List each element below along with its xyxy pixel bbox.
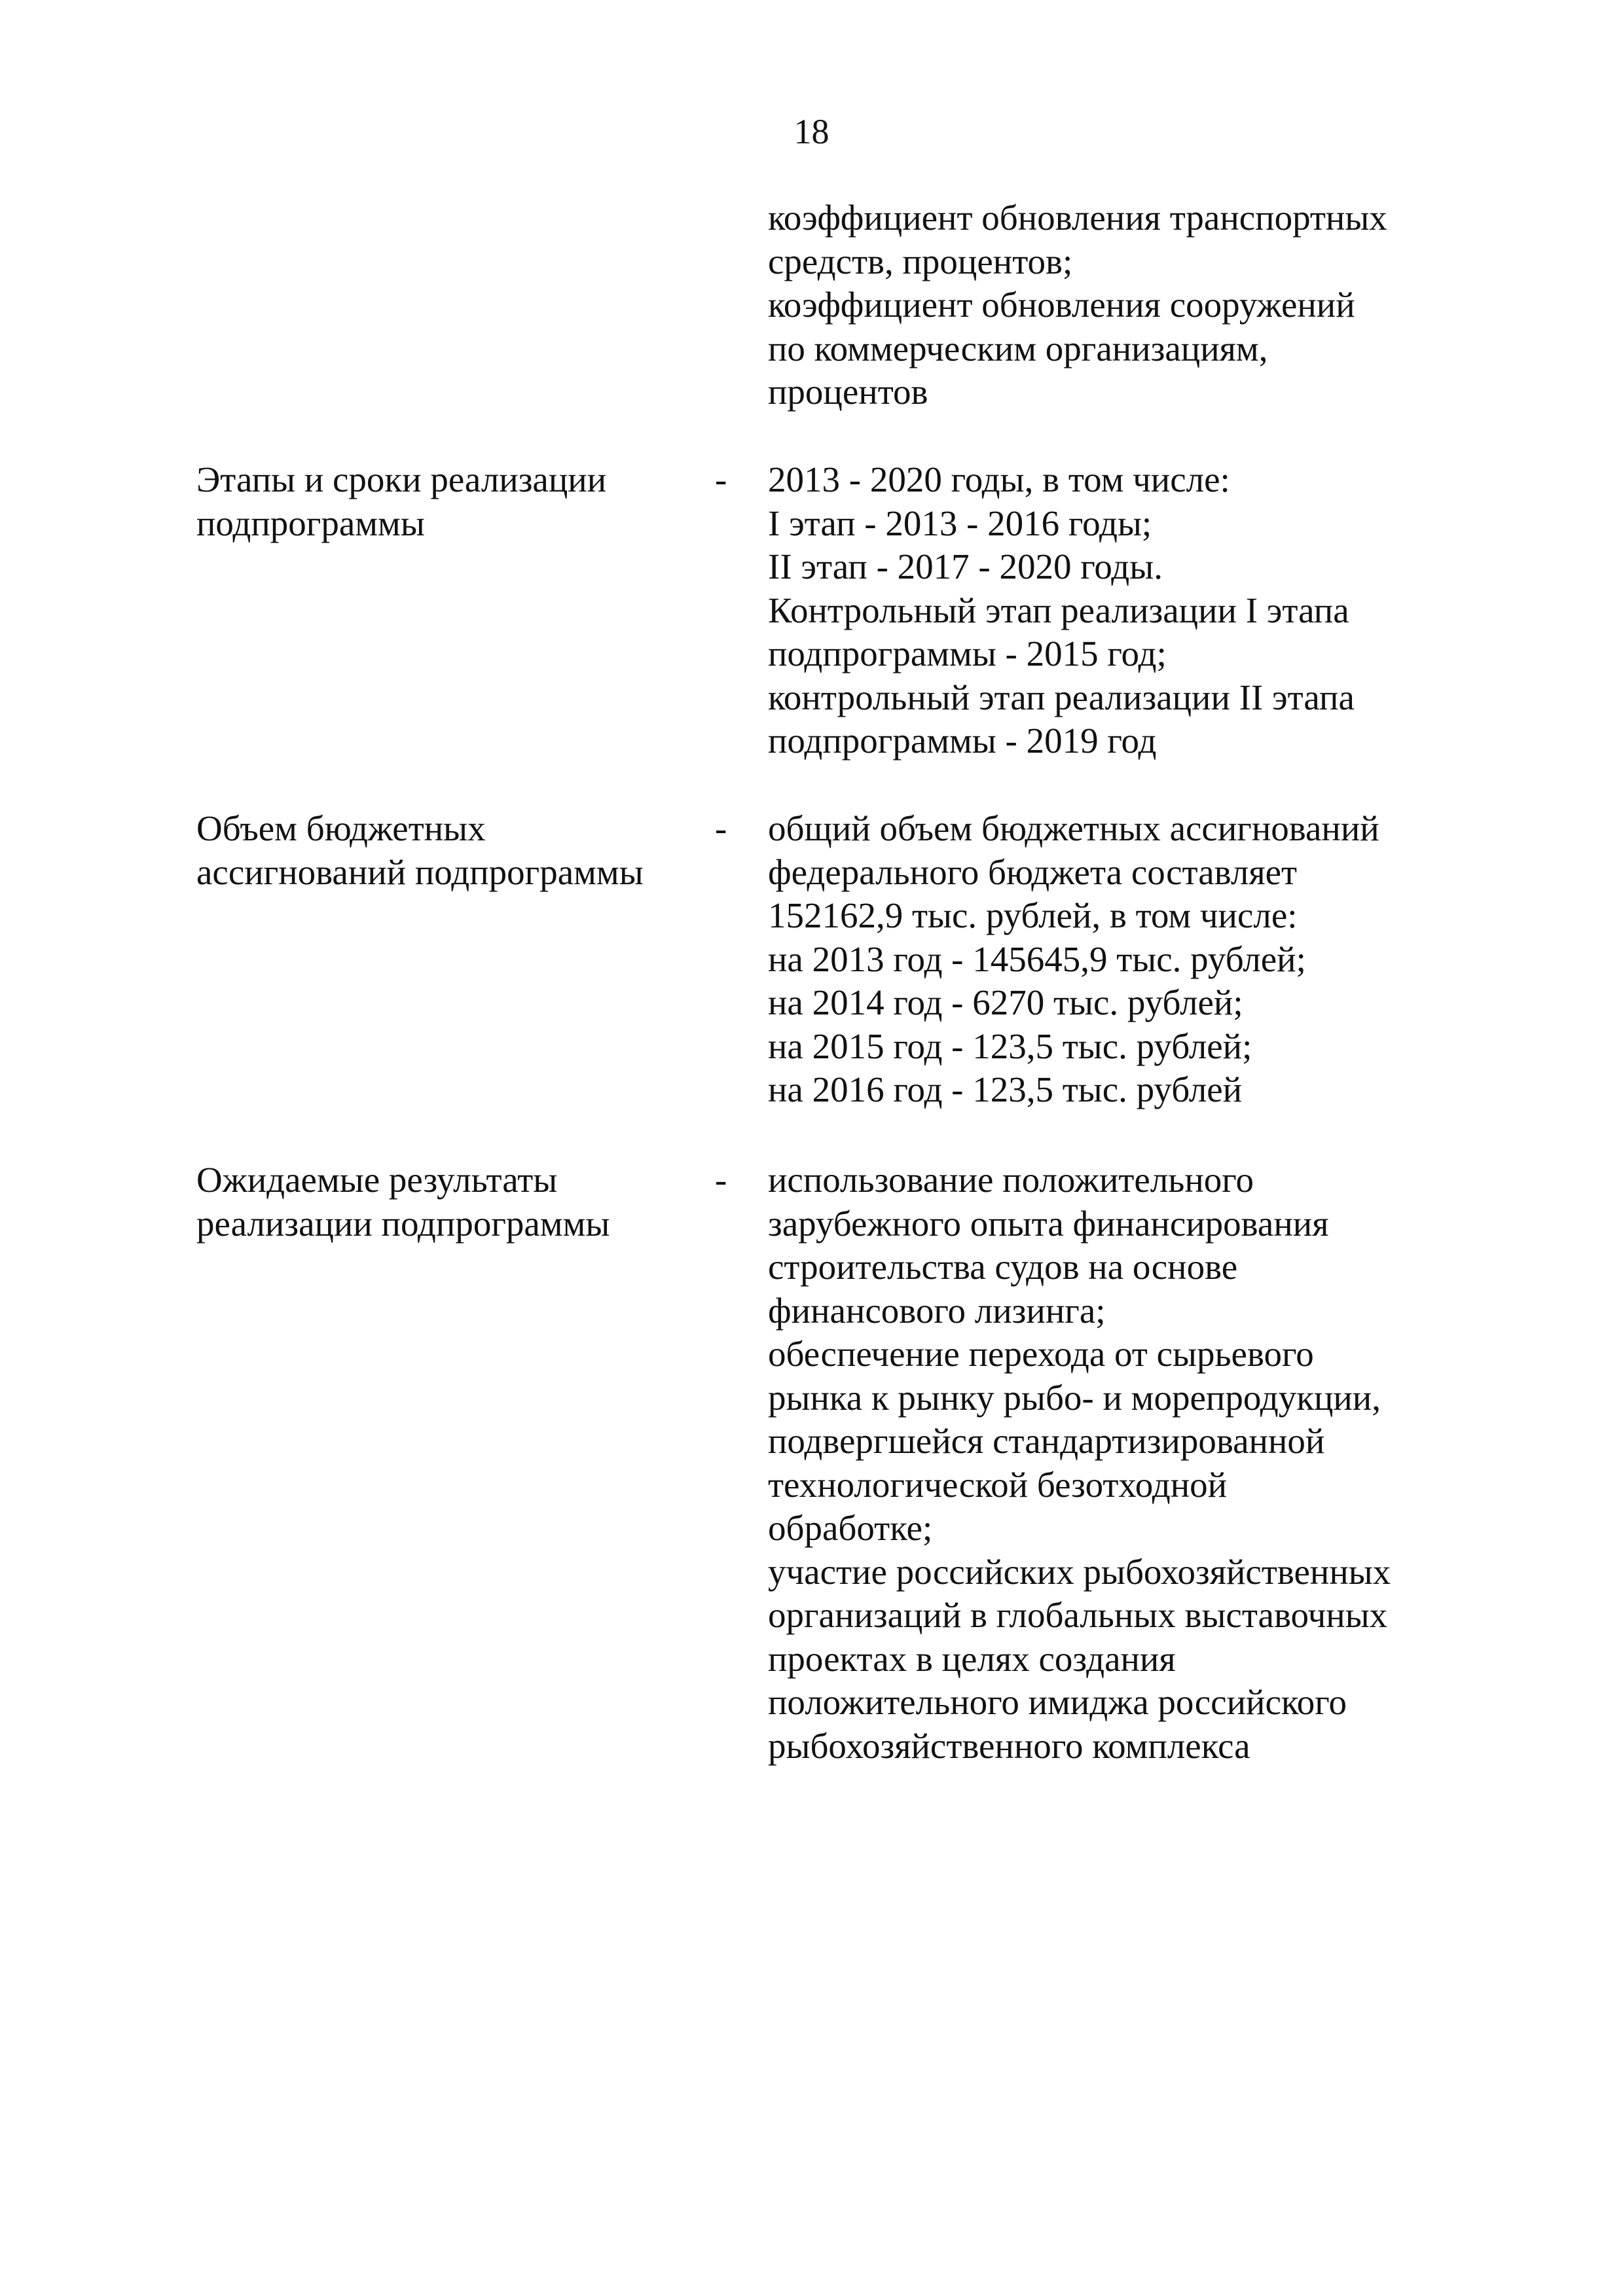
text-line: процентов <box>768 372 928 412</box>
continued-value-text <box>768 196 1521 414</box>
text-line: на 2013 год - 145645,9 тыс. рублей; <box>768 939 1306 979</box>
text-line: по коммерческим организациям, <box>768 328 1268 368</box>
text-line: рынка к рынку рыбо- и морепродукции, <box>768 1377 1381 1418</box>
row-value <box>768 458 1521 763</box>
text-line: рыбохозяйственного комплекса <box>768 1725 1250 1766</box>
row-dash: - <box>715 459 727 499</box>
text-line: на 2016 год - 123,5 тыс. рублей <box>768 1069 1243 1109</box>
text-line: Объем бюджетных <box>196 808 486 848</box>
text-line: на 2015 год - 123,5 тыс. рублей; <box>768 1026 1252 1066</box>
text-line: подпрограммы - 2015 год; <box>768 634 1167 673</box>
text-line: на 2014 год - 6270 тыс. рублей; <box>768 982 1243 1022</box>
row-label <box>196 1158 694 1246</box>
text-line: II этап - 2017 - 2020 годы. <box>768 547 1163 586</box>
text-line: ассигнований подпрограммы <box>196 852 644 892</box>
row-value <box>768 1158 1521 1768</box>
text-line: контрольный этап реализации II этапа <box>768 677 1355 717</box>
row-dash: - <box>715 808 727 848</box>
text-line: федерального бюджета составляет <box>768 852 1298 892</box>
text-line: коэффициент обновления сооружений <box>768 285 1355 325</box>
text-line: Ожидаемые результаты <box>196 1160 558 1200</box>
text-line: финансового лизинга; <box>768 1290 1106 1331</box>
text-line: проектах в целях создания <box>768 1638 1176 1679</box>
text-line: коэффициент обновления транспортных <box>768 198 1387 238</box>
text-line: реализации подпрограммы <box>196 1203 610 1244</box>
row-label <box>196 807 694 894</box>
text-line: I этап - 2013 - 2016 годы; <box>768 503 1152 543</box>
text-line: организаций в глобальных выставочных <box>768 1595 1388 1635</box>
row-dash: - <box>715 1160 727 1200</box>
text-line: Этапы и сроки реализации <box>196 459 607 499</box>
text-line: обработке; <box>768 1508 933 1548</box>
text-line: положительного имиджа российского <box>768 1682 1347 1722</box>
text-line: общий объем бюджетных ассигнований <box>768 808 1379 848</box>
text-line: технологической безотходной <box>768 1464 1228 1505</box>
text-line: 2013 - 2020 годы, в том числе: <box>768 459 1230 499</box>
text-line: Контрольный этап реализации I этапа <box>768 590 1349 630</box>
page-number: 18 <box>793 112 830 151</box>
text-line: обеспечение перехода от сырьевого <box>768 1334 1314 1374</box>
text-line: подвергшейся стандартизированной <box>768 1421 1325 1461</box>
row-value <box>768 807 1521 1112</box>
text-line: средств, процентов; <box>768 241 1073 281</box>
text-line: участие российских рыбохозяйственных <box>768 1551 1391 1592</box>
text-line: подпрограммы <box>196 503 425 543</box>
text-line: использование положительного <box>768 1160 1254 1200</box>
text-line: строительства судов на основе <box>768 1247 1238 1287</box>
row-label <box>196 458 694 545</box>
text-line: зарубежного опыта финансирования <box>768 1203 1329 1244</box>
text-line: подпрограммы - 2019 год <box>768 721 1157 761</box>
text-line: 152162,9 тыс. рублей, в том числе: <box>768 895 1298 935</box>
